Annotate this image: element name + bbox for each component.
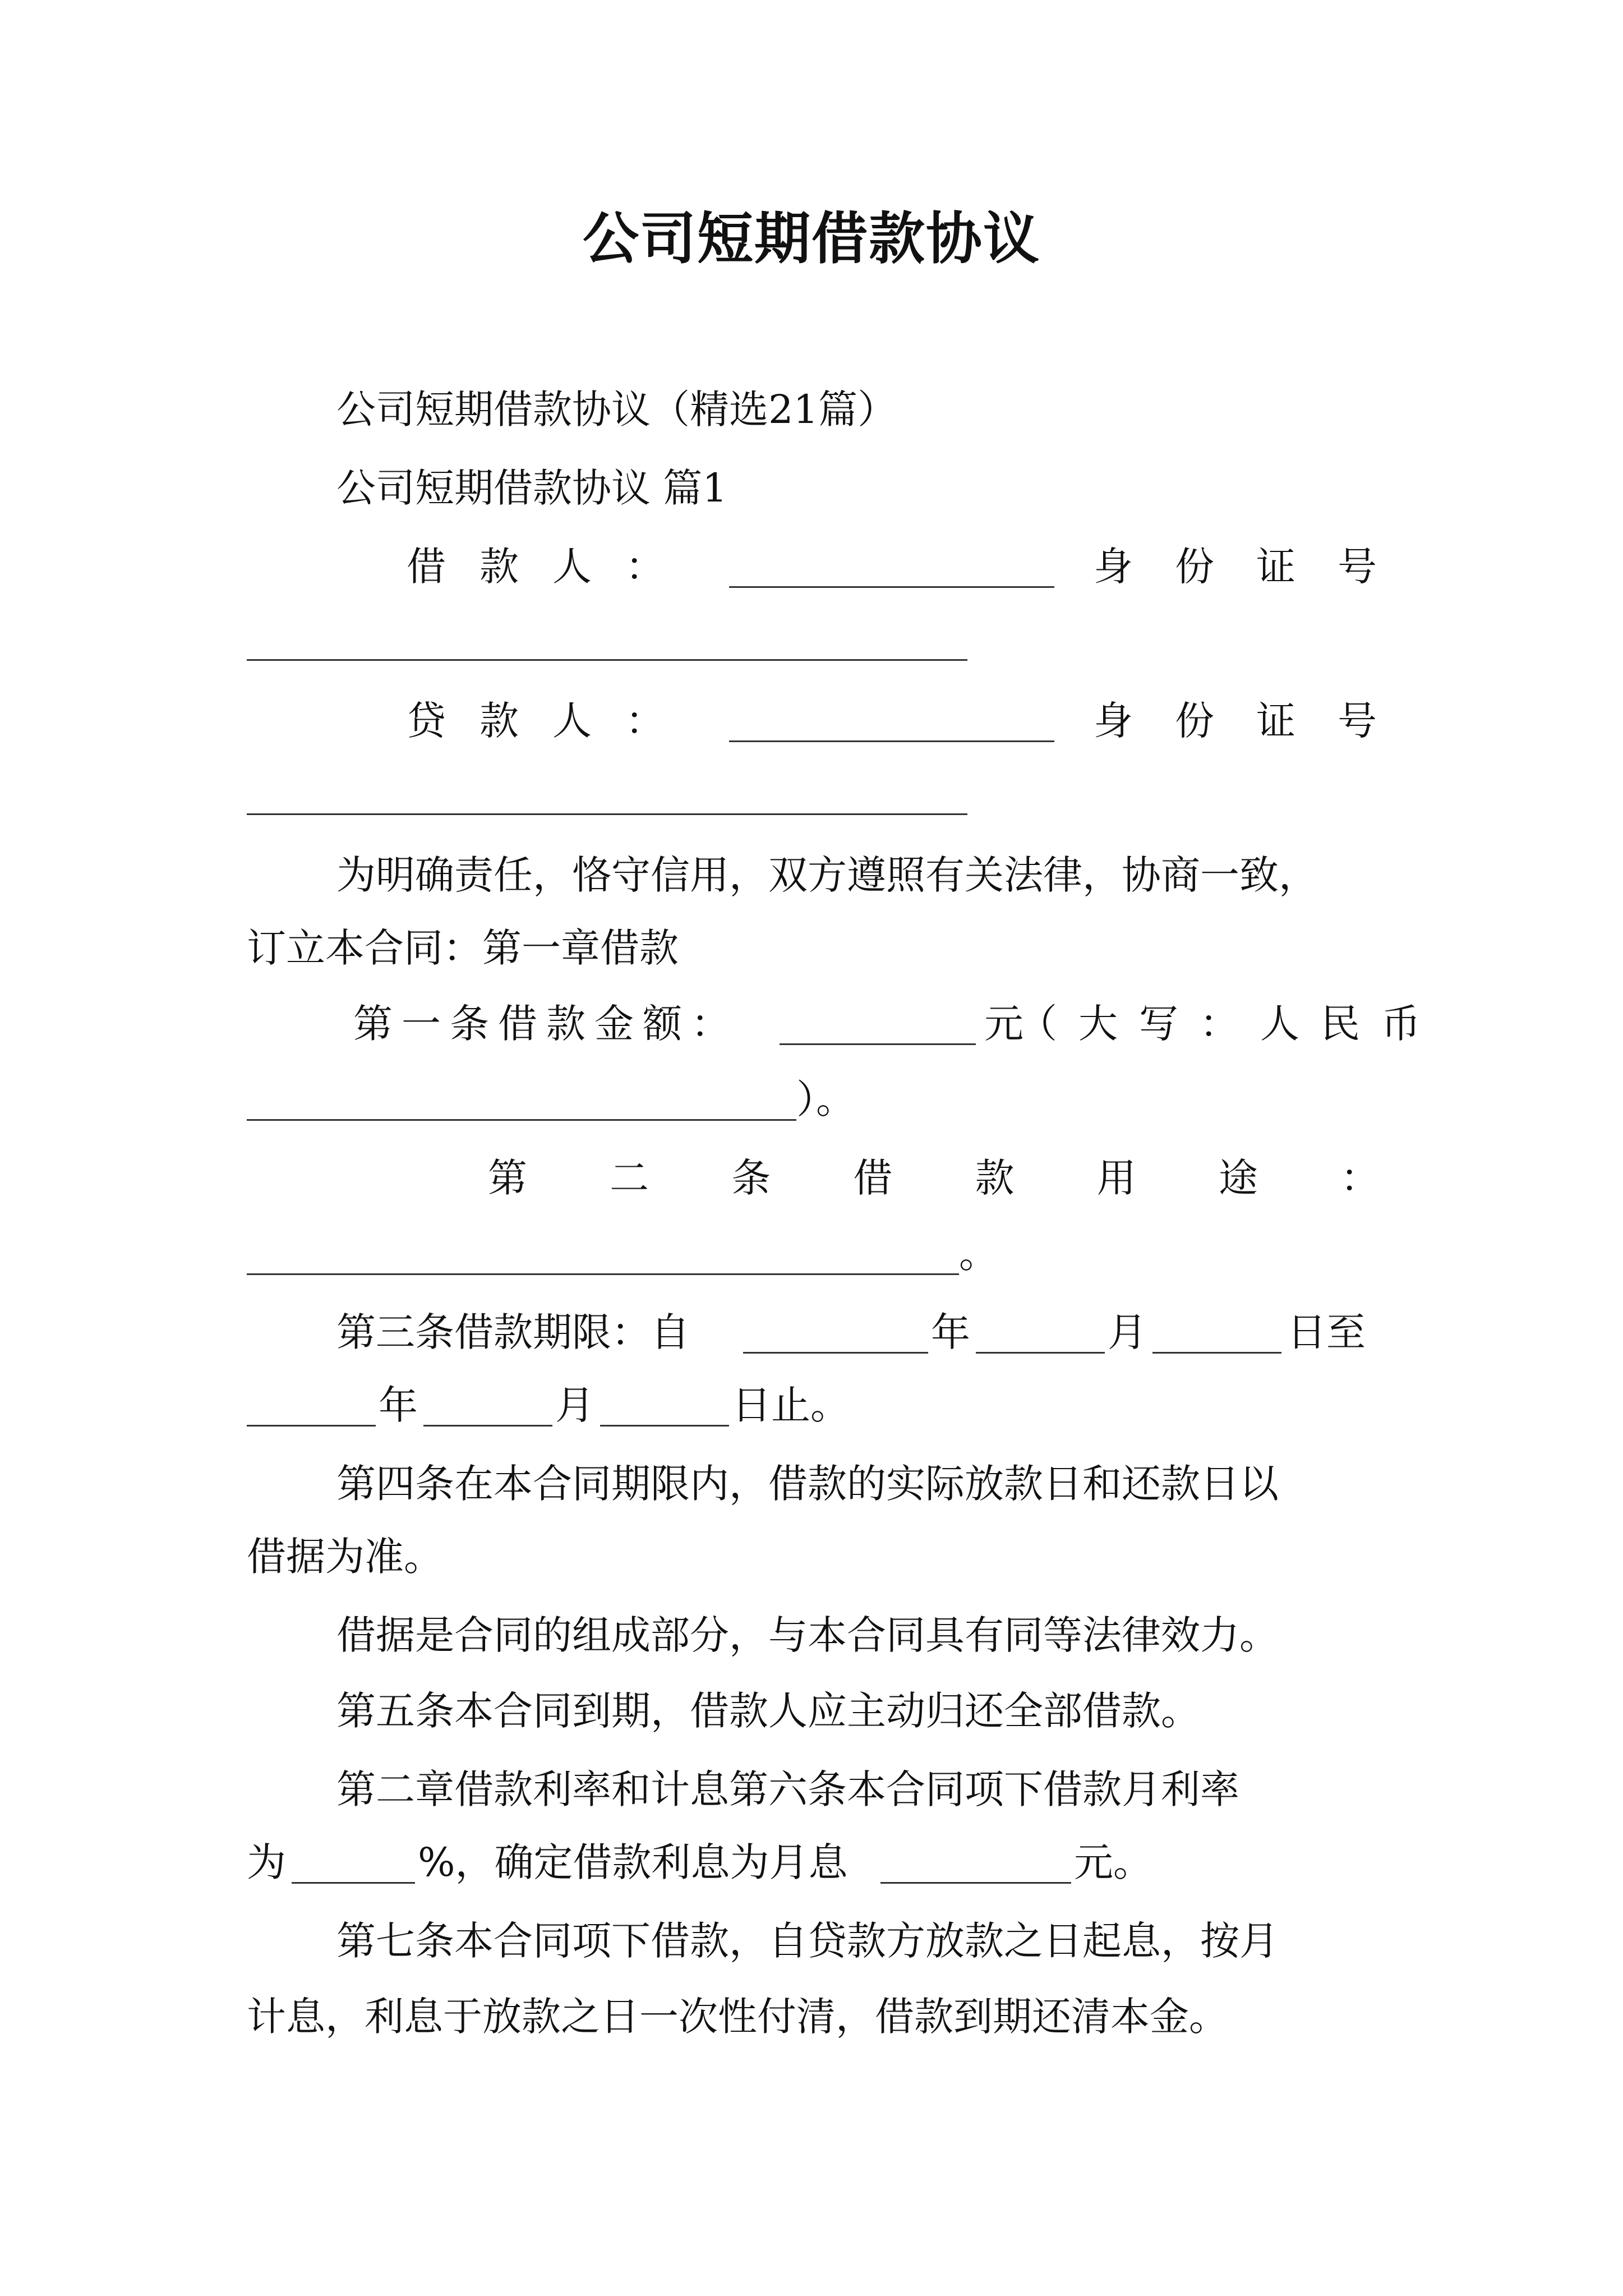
article-1-unit: 元 — [984, 1001, 1023, 1047]
borrower-name-blank — [729, 586, 1054, 588]
section-heading: 公司短期借款协议 篇1 — [336, 465, 727, 511]
borrower-id-blank — [247, 659, 967, 661]
article-3-prefix: 第三条借款期限：自 — [336, 1309, 690, 1355]
article-1-uppercase-label: （大写：人民币 — [1018, 1001, 1442, 1047]
intro-line-1: 为明确责任，恪守信用，双方遵照有关法律，协商一致， — [336, 852, 1318, 898]
start-month-label: 月 — [1108, 1309, 1147, 1355]
article-6-line-1: 第二章借款利率和计息第六条本合同项下借款月利率 — [336, 1766, 1239, 1812]
article-7-line-2: 计息，利息于放款之日一次性付清，借款到期还清本金。 — [247, 1994, 1228, 2040]
lender-id-blank — [247, 813, 967, 815]
article-6-percent-text: %，确定借款利息为月息 — [418, 1839, 848, 1885]
start-year-label: 年 — [931, 1309, 970, 1355]
article-2-label — [488, 1150, 1380, 1206]
start-day-blank — [1152, 1352, 1281, 1354]
article-1-close: ）。 — [796, 1076, 855, 1122]
borrower-label: 借款人： — [407, 544, 698, 590]
lender-label: 贷款人： — [407, 698, 698, 744]
end-day-label: 日止。 — [732, 1382, 850, 1428]
article-2-char: 借 — [853, 1155, 893, 1201]
article-2-char: ： — [1340, 1155, 1380, 1201]
document-title: 公司短期借款协议 — [583, 205, 1040, 272]
article-2-char: 条 — [731, 1155, 771, 1201]
article-2-purpose-blank — [247, 1273, 959, 1275]
article-5: 第五条本合同到期，借款人应主动归还全部借款。 — [336, 1688, 1200, 1734]
monthly-interest-blank — [880, 1882, 1071, 1884]
article-2-end: 。 — [959, 1231, 998, 1277]
article-6-prefix: 为 — [247, 1839, 286, 1885]
article-2-char: 途 — [1218, 1155, 1258, 1201]
article-1-prefix: 第一条借款金额： — [353, 1001, 739, 1047]
end-month-label: 月 — [555, 1382, 594, 1428]
end-year-blank — [247, 1425, 376, 1427]
article-4-line-1: 第四条在本合同期限内，借款的实际放款日和还款日以 — [336, 1461, 1279, 1507]
lender-name-blank — [729, 740, 1054, 742]
borrower-id-label: 身份证号 — [1094, 544, 1419, 590]
end-month-blank — [423, 1425, 552, 1427]
article-6-unit: 元。 — [1074, 1839, 1152, 1885]
loan-receipt-paragraph: 借据是合同的组成部分，与本合同具有同等法律效力。 — [336, 1612, 1279, 1658]
end-day-blank — [600, 1425, 729, 1427]
lender-id-label: 身份证号 — [1094, 698, 1419, 744]
article-2-char: 款 — [975, 1155, 1015, 1201]
interest-rate-blank — [292, 1882, 415, 1884]
article-7-line-1: 第七条本合同项下借款，自贷款方放款之日起息，按月 — [336, 1918, 1279, 1964]
article-2-char: 二 — [610, 1155, 649, 1201]
article-1-uppercase-blank — [247, 1119, 796, 1121]
document-subtitle: 公司短期借款协议（精选21篇） — [336, 386, 897, 432]
article-4-line-2: 借据为准。 — [247, 1534, 443, 1580]
article-2-char: 第 — [488, 1155, 527, 1201]
start-year-blank — [743, 1352, 928, 1354]
article-2-char: 用 — [1096, 1155, 1136, 1201]
article-1-amount-blank — [780, 1043, 976, 1045]
intro-line-2: 订立本合同：第一章借款 — [247, 925, 679, 971]
start-day-to-label: 日至 — [1287, 1309, 1366, 1355]
start-month-blank — [976, 1352, 1105, 1354]
end-year-label: 年 — [379, 1382, 418, 1428]
